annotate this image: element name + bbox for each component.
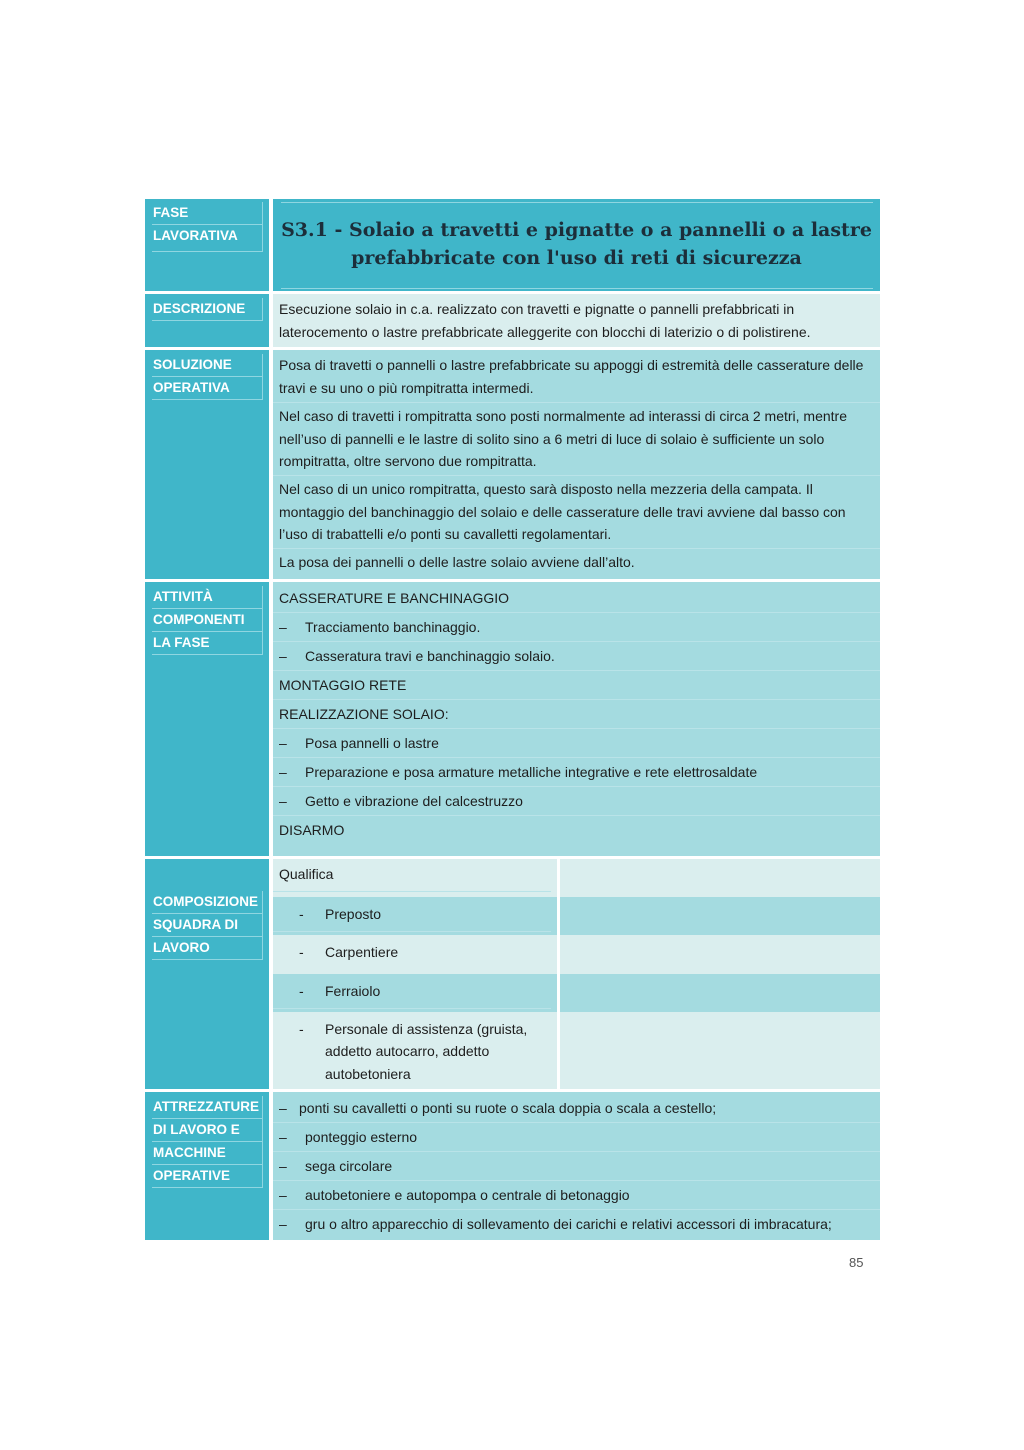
soluzione-paragraph: Nel caso di travetti i rompitratta sono posti normalmente ad interassi di circa 2 metri, mentre nell’uso di pannelli e le lastre di solito sino a 6 metri di luce di solaio è sufficiente un solo rompitratta, oltre servono due rompitratta. <box>273 403 880 476</box>
soluzione-paragraph: Nel caso di un unico rompitratta, questo sarà disposto nella mezzeria della campata. Il montaggio del banchinaggio del solaio e delle casserature delle travi avviene dal basso con l’uso di trabattelli e/o ponti su cavalletti regolamentari. <box>273 476 880 549</box>
page-title: S3.1 - Solaio a travetti e pignatte o a pannelli o a lastre prefabbricate con l'uso di reti di sicurezza <box>281 202 873 289</box>
team-role: Personale di assistenza (gruista, addetto autocarro, addetto autobetoniera <box>325 1020 528 1082</box>
label-line: DESCRIZIONE <box>152 298 263 321</box>
descrizione-cell <box>273 294 880 347</box>
hyphen-bullet: - <box>299 905 304 922</box>
attrezzature-row <box>145 1092 880 1240</box>
list-item <box>273 584 880 613</box>
label-line: OPERATIVE <box>152 1165 263 1188</box>
table-cell <box>273 974 560 1012</box>
list-item-text: autobetoniere e autopompa o centrale di betonaggio <box>305 1186 630 1203</box>
soluzione-row <box>145 350 880 578</box>
team-role: Carpentiere <box>325 943 399 960</box>
list-item-text: ponteggio esterno <box>305 1128 418 1145</box>
label-attrezzature <box>145 1092 269 1240</box>
label-line: LAVORATIVA <box>152 225 263 252</box>
list-item-text: Preparazione e posa armature metalliche integrative e rete elettrosaldate <box>305 763 758 780</box>
descrizione-row <box>145 294 880 347</box>
soluzione-paragraph: La posa dei pannelli o delle lastre solaio avviene dall’alto. <box>279 554 635 571</box>
label-line: FASE <box>152 202 263 225</box>
dash-bullet: – <box>279 734 287 751</box>
list-item-text: gru o altro apparecchio di sollevamento dei carichi e relativi accessori di imbracatura; <box>305 1215 832 1232</box>
hyphen-bullet: - <box>299 982 304 999</box>
label-line: SQUADRA DI <box>152 914 263 937</box>
list-item <box>273 642 880 671</box>
list-item <box>273 1181 880 1210</box>
label-line: COMPOSIZIONE <box>152 891 263 914</box>
dash-bullet: – <box>279 1186 287 1203</box>
descrizione-text: Esecuzione solaio in c.a. realizzato con travetti e pignatte o pannelli prefabbricati in laterocemento o lastre prefabbricate alleggerite con blocchi di laterizio o di polistirene. <box>279 301 811 340</box>
table-header-qualifica: Qualifica <box>273 859 551 893</box>
dash-bullet: – <box>279 792 287 809</box>
phase-sheet-table <box>145 199 880 1240</box>
team-role: Preposto <box>325 905 382 922</box>
list-item <box>273 1123 880 1152</box>
list-item <box>273 758 880 787</box>
attivita-row <box>145 582 880 856</box>
list-item <box>273 816 880 844</box>
table-cell <box>560 859 880 897</box>
phase-title-row <box>145 199 880 291</box>
label-composizione-squadra <box>145 859 269 1089</box>
list-item-text: Getto e vibrazione del calcestruzzo <box>305 792 523 809</box>
soluzione-paragraph: Posa di travetti o pannelli o lastre prefabbricate su appoggi di estremità delle casserature delle travi e su uno o più rompitratta intermedi. <box>273 352 880 402</box>
table-row <box>273 974 880 1012</box>
hyphen-bullet: - <box>299 1020 304 1037</box>
label-line: LAVORO <box>152 937 263 960</box>
dash-bullet: – <box>279 1215 287 1232</box>
list-item-text: Posa pannelli o lastre <box>305 734 439 751</box>
dash-bullet: – <box>279 1128 287 1145</box>
list-item-text: REALIZZAZIONE SOLAIO: <box>279 705 449 722</box>
page-number: 85 <box>849 1255 864 1270</box>
list-item-text: sega circolare <box>305 1157 393 1174</box>
label-line: OPERATIVA <box>152 377 263 400</box>
table-cell <box>560 974 880 1012</box>
label-line: ATTREZZATURE <box>152 1096 263 1119</box>
list-item <box>273 671 880 700</box>
label-line: COMPONENTI <box>152 609 263 632</box>
label-descrizione <box>145 294 269 347</box>
table-row <box>273 897 880 935</box>
label-attivita-componenti <box>145 582 269 856</box>
hyphen-bullet: - <box>299 943 304 960</box>
squadra-table <box>273 859 880 1089</box>
list-item-text: ponti su cavalletti o ponti su ruote o scala doppia o scala a cestello; <box>299 1099 717 1116</box>
label-line: ATTIVITÀ <box>152 586 263 609</box>
table-cell <box>273 1012 560 1089</box>
list-item <box>273 729 880 758</box>
table-cell <box>560 935 880 974</box>
table-cell <box>560 1012 880 1089</box>
table-cell <box>273 859 560 897</box>
list-item-text: Tracciamento banchinaggio. <box>305 618 481 635</box>
list-item-text: CASSERATURE E BANCHINAGGIO <box>279 589 510 606</box>
label-line: SOLUZIONE <box>152 354 263 377</box>
list-item <box>273 613 880 642</box>
list-item <box>273 700 880 729</box>
list-item <box>273 787 880 816</box>
label-line: MACCHINE <box>152 1142 263 1165</box>
dash-bullet: – <box>279 647 287 664</box>
list-item <box>273 1210 880 1238</box>
attrezzature-cell <box>273 1092 880 1240</box>
dash-bullet: – <box>279 1157 287 1174</box>
table-row <box>273 859 880 897</box>
list-item <box>273 1152 880 1181</box>
title-cell <box>273 199 880 291</box>
list-item-text: MONTAGGIO RETE <box>279 676 407 693</box>
list-item <box>273 1094 880 1123</box>
dash-bullet: – <box>279 618 287 635</box>
label-soluzione-operativa <box>145 350 269 578</box>
soluzione-cell <box>273 350 880 578</box>
team-role: Ferraiolo <box>325 982 381 999</box>
attivita-cell <box>273 582 880 856</box>
table-row <box>273 935 880 974</box>
list-item-text: Casseratura travi e banchinaggio solaio. <box>305 647 555 664</box>
table-cell <box>560 897 880 935</box>
table-row <box>273 1012 880 1089</box>
label-fase-lavorativa <box>145 199 269 291</box>
table-cell <box>273 935 560 974</box>
dash-bullet: – <box>279 763 287 780</box>
dash-bullet: – <box>279 1099 287 1116</box>
list-item-text: DISARMO <box>279 821 345 838</box>
composizione-row <box>145 859 880 1089</box>
label-line: DI LAVORO E <box>152 1119 263 1142</box>
label-line: LA FASE <box>152 632 263 655</box>
table-cell <box>273 897 560 935</box>
